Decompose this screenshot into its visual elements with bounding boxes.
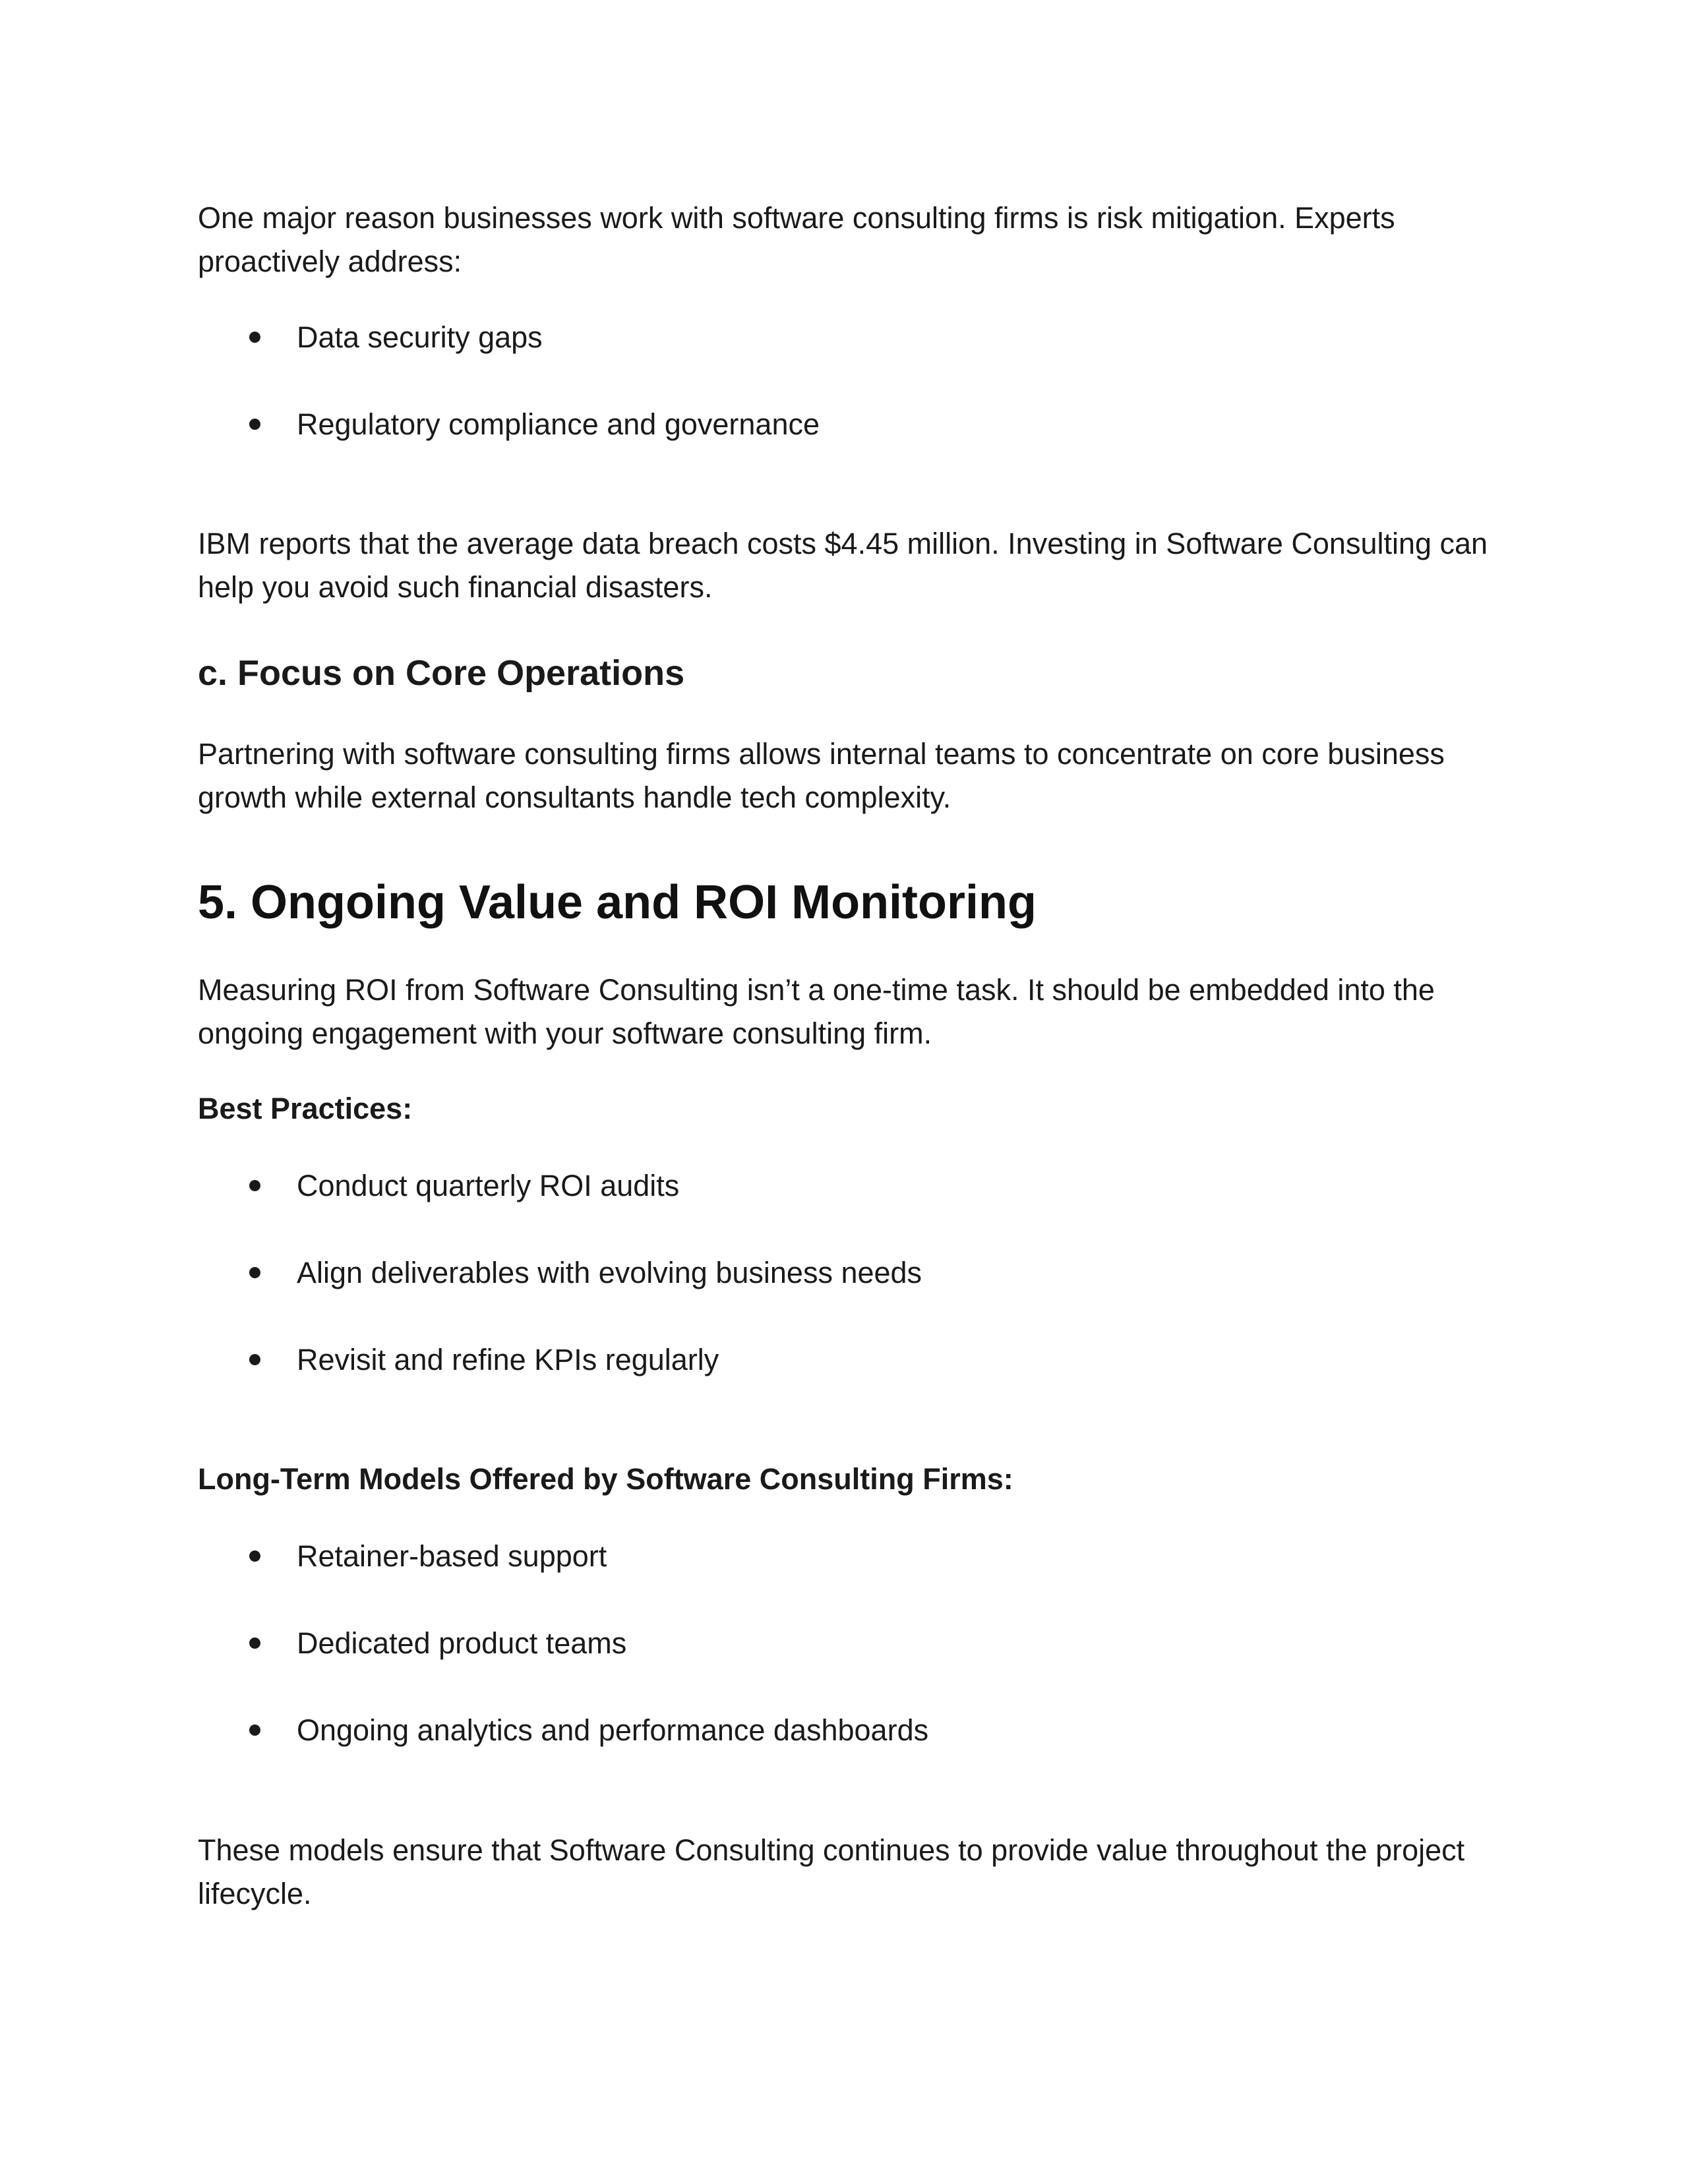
list-item: Retainer-based support: [297, 1535, 607, 1578]
bullet-icon: [249, 1267, 260, 1278]
bullet-icon: [249, 332, 260, 343]
list-item: Dedicated product teams: [297, 1622, 626, 1665]
section-heading-core-operations: c. Focus on Core Operations: [198, 653, 685, 693]
best-practices-label: Best Practices:: [198, 1092, 413, 1125]
list-item: Conduct quarterly ROI audits: [297, 1164, 679, 1208]
long-term-models-label: Long-Term Models Offered by Software Consulting Firms:: [198, 1462, 1013, 1496]
list-item: Ongoing analytics and performance dashboards: [297, 1709, 928, 1752]
list-item: Align deliverables with evolving business needs: [297, 1251, 922, 1295]
bullet-icon: [249, 419, 260, 430]
core-paragraph: Partnering with software consulting firms allows internal teams to concentrate on core business growth while external consultants handle tech complexity.: [198, 737, 1445, 814]
roi-paragraph: Measuring ROI from Software Consulting isn’t a one-time task. It should be embedded into the ongoing engagement with your software consulting firm.: [198, 973, 1435, 1050]
bullet-icon: [249, 1638, 260, 1649]
list-item: Regulatory compliance and governance: [297, 403, 820, 446]
bullet-icon: [249, 1550, 260, 1562]
risk-paragraph: One major reason businesses work with software consulting firms is risk mitigation. Experts proactively address:: [198, 201, 1395, 278]
list-item: Revisit and refine KPIs regularly: [297, 1338, 719, 1382]
section-heading-roi-monitoring: 5. Ongoing Value and ROI Monitoring: [198, 876, 1037, 929]
bullet-icon: [249, 1354, 260, 1365]
bullet-icon: [249, 1180, 260, 1191]
closing-paragraph: These models ensure that Software Consulting continues to provide value throughout the project lifecycle.: [198, 1833, 1465, 1910]
bullet-icon: [249, 1725, 260, 1736]
ibm-paragraph: IBM reports that the average data breach costs $4.45 million. Investing in Software Consulting can help you avoid such financial disasters.: [198, 527, 1488, 604]
list-item: Data security gaps: [297, 316, 543, 359]
